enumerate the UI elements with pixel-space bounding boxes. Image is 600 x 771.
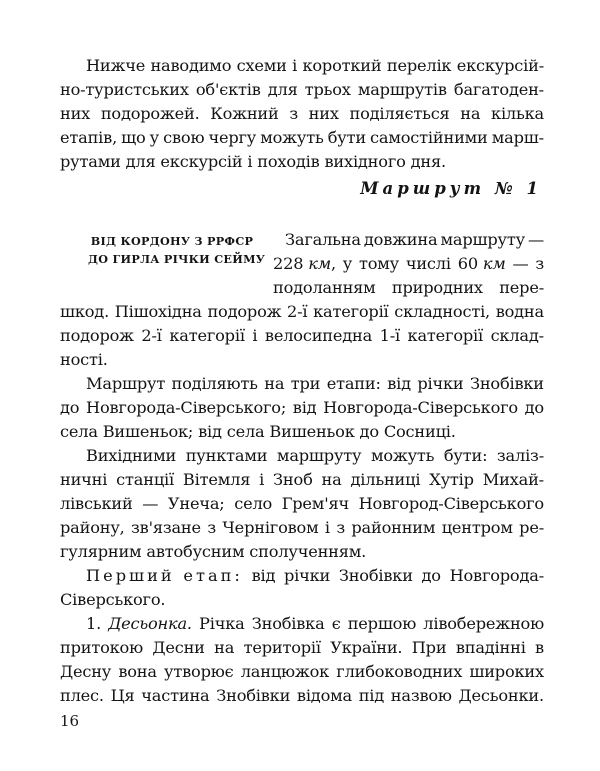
text-line: 1. Десьонка. Річка Знобівка є першою лівобережною	[86, 614, 544, 633]
text-line: Десну вона утворює ланцюжок глибоководних широких	[60, 662, 544, 681]
text-line: Маршрут поділяють на три етапи: від річки Знобівки	[86, 374, 544, 393]
route-heading: Маршрут № 1	[360, 179, 542, 198]
text-line: села Вишеньок; від села Вишеньок до Сосниці.	[60, 422, 456, 441]
text-line: лівський — Унеча; село Грем'яч Новгород-Сіверського	[60, 494, 544, 513]
text-line: притокою Десни на території України. При впадінні в	[60, 638, 544, 657]
text-line: шкод. Пішохідна подорож 2-ї категорії складності, водна	[60, 302, 544, 321]
text-line: плес. Ця частина Знобівки відома під назвою Десьонки.	[60, 686, 544, 705]
text-line: Вихідними пунктами маршруту можуть бути: заліз-	[86, 446, 544, 465]
text-line: подорож 2-ї категорії і велосипедна 1-ї категорії склад-	[60, 326, 544, 345]
text-line: ничні станції Вітемля і Зноб на дільниці Хутір Михай-	[60, 470, 544, 489]
text-line: Загальна довжина маршруту —	[285, 230, 544, 249]
text-line: Сіверського.	[60, 590, 166, 609]
text-line: рутами для екскурсій і походів вихідного дня.	[60, 152, 446, 171]
text-line: етапів, що у свою чергу можуть бути самостійними марш-	[60, 128, 544, 147]
text-line: ності.	[60, 350, 108, 369]
page-number: 16	[60, 712, 80, 730]
text-line: 228 км, у тому числі 60 км — з	[273, 254, 544, 273]
text-line: Нижче наводимо схеми і короткий перелік екскурсій-	[86, 56, 544, 75]
text-line: Перший етап: від річки Знобівки до Новгорода-	[86, 566, 544, 585]
text-line: гулярним автобусним сполученням.	[60, 542, 367, 561]
sidebar-heading-line: ДО ГИРЛА РІЧКИ СЕЙМУ	[88, 252, 266, 266]
sidebar-heading-line: ВІД КОРДОНУ З РРФСР	[90, 234, 254, 248]
text-line: них подорожей. Кожний з них поділяється на кілька	[60, 104, 544, 123]
text-line: до Новгорода-Сіверського; від Новгорода-Сіверського до	[60, 398, 544, 417]
text-line: подоланням природних пере-	[273, 278, 544, 297]
text-line: району, зв'язане з Черніговом і з районним центром ре-	[60, 518, 544, 537]
text-line: но-туристських об'єктів для трьох маршрутів багатоден-	[60, 80, 544, 99]
